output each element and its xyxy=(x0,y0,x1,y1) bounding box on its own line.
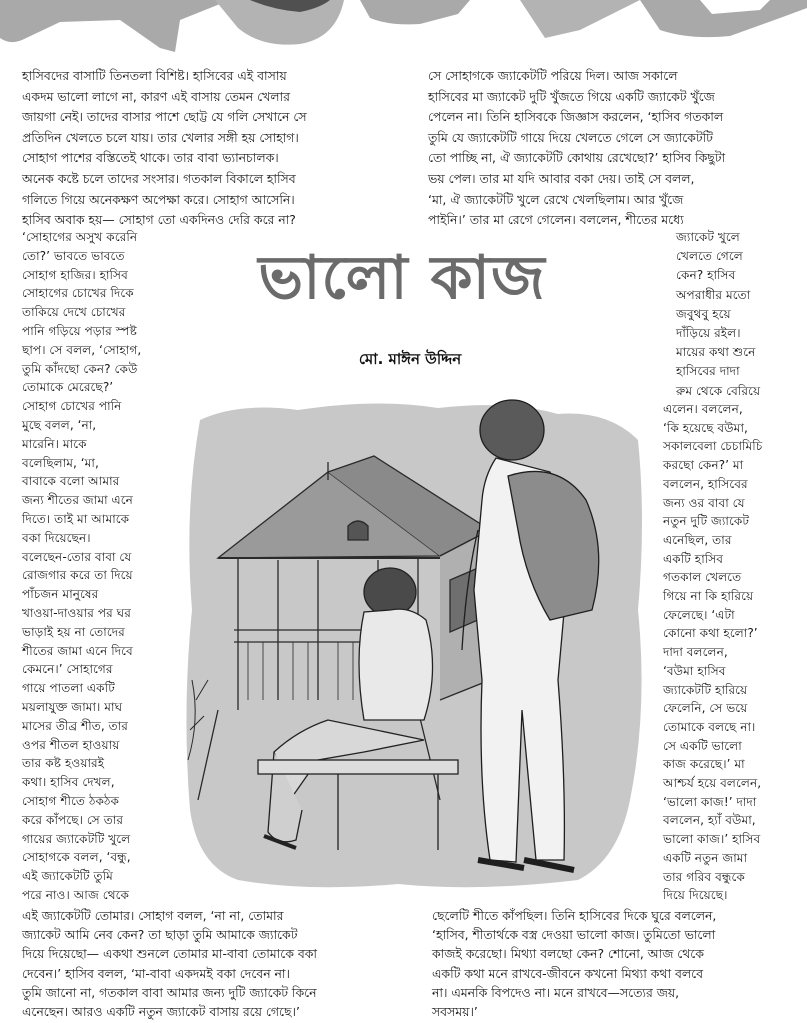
text-line: তার কষ্ট হওয়ারই xyxy=(22,756,105,771)
text-line: বলেছিলাম, ‘মা, xyxy=(22,455,99,470)
text-line: হাসিব অবাক হয়— সোহাগ তো একদিনও দেরি করে না? xyxy=(22,212,296,228)
text-line: কেমনে।’ সোহাগের xyxy=(22,662,113,677)
text-line: ‘কি হয়েছে বউমা, xyxy=(663,420,748,435)
text-line: মুছে বলল, ‘না, xyxy=(22,417,97,432)
text-line: তুমি যে জ্যাকেটটি গায়ে দিয়ে খেলতে গেলে সে জ্যাকেটটি xyxy=(428,129,713,145)
text-line: পাঁচজন মানুষের xyxy=(22,587,99,602)
text-line: তুমি জানো না, গতকাল বাবা আমার জন্য দুটি জ্যাকেট কিনে xyxy=(22,984,317,1000)
text-line: আশ্চর্য হয়ে বললেন, xyxy=(663,776,762,791)
text-right-narrow-b xyxy=(663,400,762,905)
text-line: সোহাগকে বলল, ‘বন্ধু, xyxy=(22,850,131,865)
text-line: জবুথবু হয়ে xyxy=(676,306,731,321)
text-line: ‘হাসিব, শীতার্থকে বস্ত্র দেওয়া ভালো কাজ। তুমিতো ভালো xyxy=(432,927,716,943)
text-line: মাসের তীব্র শীত, তার xyxy=(22,718,128,733)
text-line: রোজগার করে তা দিয়ে xyxy=(22,568,133,583)
text-line: রুম থেকে বেরিয়ে xyxy=(676,383,761,398)
text-line: একটি নতুন জামা xyxy=(663,850,748,865)
text-line: পানি গড়িয়ে পড়ার স্পষ্ট xyxy=(22,323,137,338)
text-line: সোহাগের চোখের দিকে xyxy=(22,286,134,301)
text-line: অনেক কষ্টে চলে তাদের সংসার। গতকাল বিকালে হাসিব xyxy=(22,170,296,186)
text-line: বলেছেন-তোর বাবা যে xyxy=(22,549,132,564)
text-line: গায়ে পাতলা একটি xyxy=(22,681,115,696)
text-line: এনেছিল, তার xyxy=(663,532,732,547)
text-line: পেলেন না। তিনি হাসিবকে জিজ্ঞাস করলেন, ‘হাসিব গতকাল xyxy=(428,109,724,125)
text-line: ‘বউমা হাসিব xyxy=(663,663,726,678)
text-line: খেলতে গেলে xyxy=(676,249,743,264)
text-line: সোহাগ চোখের পানি xyxy=(22,399,122,414)
text-line: মারেনি। মাকে xyxy=(22,436,87,451)
text-line: দিতে। তাই মা আমাকে xyxy=(22,511,130,526)
text-line: সবসময়।’ xyxy=(432,1004,478,1020)
text-line: দিয়ে দিয়েছে। xyxy=(663,888,728,903)
text-line: হাসিবের দাদা xyxy=(676,364,740,379)
text-line: ফেলেনি, সে ভয়ে xyxy=(663,701,748,716)
text-line: ভয় পেল। তার মা যদি আবার বকা দেয়। তাই সে বলল, xyxy=(428,170,695,186)
text-line: সে একটি ভালো xyxy=(663,738,742,753)
text-right-top xyxy=(428,66,725,231)
text-right-bottom xyxy=(432,906,716,1021)
text-line: তো পাচ্ছি না, ঐ জ্যাকেটটি কোথায় রেখেছো?’ হাসিব কিছুটা xyxy=(428,150,726,166)
text-line: শীতের জামা এনে দিবে xyxy=(22,643,133,658)
text-line: করে কাঁপছে। সে তার xyxy=(22,812,124,827)
text-line: সোহাগ পাশের বস্তিতেই থাকে। তার বাবা ভ্যানচালক। xyxy=(22,150,279,166)
text-line: না। এমনকি বিপদেও না। মনে রাখবে—সত্যের জয়, xyxy=(432,984,680,1000)
text-line: হাসিবদের বাসাটি তিনতলা বিশিষ্ট। হাসিবের এই বাসায় xyxy=(22,68,287,83)
text-line: জ্যাকেটটি হারিয়ে xyxy=(663,682,748,697)
text-line: গলিতে গিয়ে অনেকক্ষণ অপেক্ষা করে। সোহাগ আসেনি। xyxy=(22,191,295,207)
text-line: গিয়ে না কি হারিয়ে xyxy=(663,589,754,604)
text-line: তুমি কাঁদছো কেন? কেউ xyxy=(22,361,138,376)
text-line: অপরাধীর মতো xyxy=(676,287,751,302)
text-line: বললেন, হ্যাঁ বউমা, xyxy=(663,813,756,828)
text-line: ‘সোহাগের অসুখ করেনি xyxy=(22,230,138,244)
text-line: তাকিয়ে দেখে চোখের xyxy=(22,305,126,320)
text-line: গতকাল খেলতে xyxy=(663,570,742,585)
text-line: ভালো কাজ।’ হাসিব xyxy=(663,832,761,847)
text-line: তোমাকে মেরেছে?’ xyxy=(22,380,114,395)
text-line: পাইনি।’ তার মা রেগে গেলেন। বললেন, শীতের মধ্যে xyxy=(428,212,684,228)
text-line: এই জ্যাকেটটি তুমি xyxy=(22,869,113,884)
text-line: কেন? হাসিব xyxy=(676,268,736,283)
text-right-narrow-a xyxy=(676,228,760,401)
text-line: জ্যাকেট আমি নেব কেন? তা ছাড়া তুমি আমাকে জ্যাকেট xyxy=(22,927,298,943)
text-line: জায়গা নেই। তাদের বাসার পাশে ছোট্ট যে গলি সেখানে সে xyxy=(22,109,307,125)
story-illustration xyxy=(178,380,648,900)
text-line: ‘মা, ঐ জ্যাকেটটি খুলে রেখে খেলছিলাম। আর খুঁজে xyxy=(428,191,684,207)
text-line: জন্য ওর বাবা যে xyxy=(663,495,745,510)
text-line: ভাড়াই হয় না তোদের xyxy=(22,624,125,639)
text-line: কথা। হাসিব দেখল, xyxy=(22,775,115,790)
text-line: এলেন। বললেন, xyxy=(663,402,743,416)
text-line: প্রতিদিন খেলতে চলে যায়। তার খেলার সঙ্গী হয় সোহাগ। xyxy=(22,129,299,145)
text-line: একদম ভালো লাগে না, কারণ এই বাসায় তেমন খেলার xyxy=(22,88,290,104)
text-line: ছাপ। সে বলল, ‘সোহাগ, xyxy=(22,342,142,357)
text-left-bottom xyxy=(22,906,317,1021)
text-line: সে সোহাগকে জ্যাকেটটি পরিয়ে দিল। আজ সকালে xyxy=(428,68,678,83)
text-line: দিয়ে দিয়েছো— একথা শুনলে তোমার মা-বাবা তোমাকে বকা xyxy=(22,946,318,962)
text-left-narrow xyxy=(22,228,141,905)
text-line: দাদা বললেন, xyxy=(663,645,728,660)
text-line: ‘ভালো কাজ!’ দাদা xyxy=(663,794,757,809)
text-line: ওপর শীতল হাওয়ায় xyxy=(22,737,120,752)
text-line: জন্য শীতের জামা এনে xyxy=(22,493,133,508)
text-line: ছেলেটি শীতে কাঁপছিল। তিনি হাসিবের দিকে ঘুরে বললেন, xyxy=(432,908,717,923)
text-line: মায়ের কথা শুনে xyxy=(676,345,756,360)
text-line: ফেলেছে। ‘এটা xyxy=(663,607,735,622)
text-line: বাবাকে বলো আমার xyxy=(22,474,120,489)
text-line: তোমাকে বলছে না। xyxy=(663,719,756,734)
text-line: তো?’ ভাবতে ভাবতে xyxy=(22,248,125,263)
text-line: দাঁড়িয়ে রইল। xyxy=(676,326,741,341)
text-line: কাজই করেছো। মিথ্যা বলছো কেন? শোনো, আজ থেকে xyxy=(432,946,704,962)
text-line: সকালবেলা চেচামিচি xyxy=(663,439,763,454)
text-line: বললেন, হাসিবের xyxy=(663,476,748,491)
text-line: এনেছেন। আরও একটি নতুন জ্যাকেট বাসায় রয়ে গেছে।’ xyxy=(22,1004,300,1020)
text-line: পরে নাও। আজ থেকে xyxy=(22,887,130,902)
text-line: কোনো কথা হলো?’ xyxy=(663,626,758,641)
text-line: গায়ের জ্যাকেটটি খুলে xyxy=(22,831,131,846)
text-line: সোহাগ শীতে ঠকঠক xyxy=(22,793,120,808)
text-line: একটি হাসিব xyxy=(663,551,724,566)
text-line: তার গরিব বন্ধুকে xyxy=(663,869,745,884)
story-title: ভালো কাজ xyxy=(258,243,546,313)
text-line: এই জ্যাকেটটি তোমার। সোহাগ বলল, ‘না না, তোমার xyxy=(22,908,284,923)
text-line: নতুন দুটি জ্যাকেট xyxy=(663,514,750,529)
text-line: সোহাগ হাজির। হাসিব xyxy=(22,267,128,282)
text-line: করছো কেন?’ মা xyxy=(663,458,744,473)
story-author: মো. মাঈন উদ্দিন xyxy=(358,350,462,368)
text-line: জ্যাকেট খুলে xyxy=(676,230,740,244)
header-banner-graphic xyxy=(0,0,807,58)
text-line: হাসিবের মা জ্যাকেট দুটি খুঁজতে গিয়ে একটি জ্যাকেট খুঁজে xyxy=(428,88,715,104)
text-line: কাজ করেছে।’ মা xyxy=(663,757,745,772)
text-line: খাওয়া-দাওয়ার পর ঘর xyxy=(22,605,131,620)
text-line: একটি কথা মনে রাখবে-জীবনে কখনো মিথ্যা কথা বলবে xyxy=(432,965,703,981)
text-line: বকা দিয়েছেন। xyxy=(22,530,91,545)
text-line: দেবেন।’ হাসিব বলল, ‘মা-বাবা একদমই বকা দেবেন না। xyxy=(22,965,290,981)
text-left-top xyxy=(22,66,307,231)
text-line: ময়লাযুক্ত জামা। মাঘ xyxy=(22,699,123,714)
